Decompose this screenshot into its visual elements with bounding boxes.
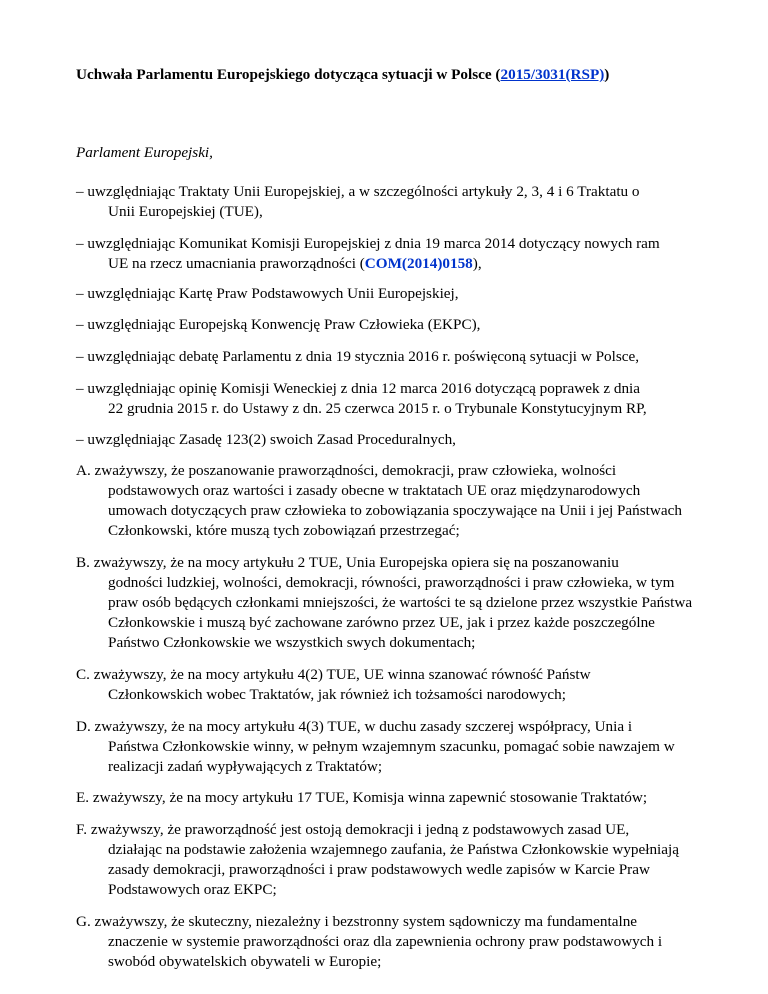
citation-line: – uwzględniając Zasadę 123(2) swoich Zasad Proceduralnych,	[76, 431, 456, 448]
citation-continuation: 22 grudnia 2015 r. do Ustawy z dn. 25 czerwca 2015 r. o Trybunale Konstytucyjnym RP,	[108, 400, 647, 417]
citation-commission-communication	[76, 234, 696, 274]
page-title	[76, 65, 609, 85]
recital-line: A. zważywszy, że poszanowanie praworządności, demokracji, praw człowieka, wolności	[76, 462, 617, 479]
recital-line: F. zważywszy, że praworządność jest ostoją demokracji i jedną z podstawowych zasad UE,	[76, 821, 630, 838]
recital-line: C. zważywszy, że na mocy artykułu 4(2) TUE, UE winna szanować równość Państw	[76, 666, 591, 683]
citation-rule-123	[76, 430, 696, 450]
citation-line: – uwzględniając Komunikat Komisji Europejskiej z dnia 19 marca 2014 dotyczący nowych ram	[76, 235, 660, 252]
title-text: Uchwała Parlamentu Europejskiego dotycząca sytuacji w Polsce (	[76, 66, 501, 83]
recital-continuation: Państwa Członkowskie winny, w pełnym wzajemnym szacunku, pomagać sobie nawzajem w realizacji zadań wypływających z Traktatów;	[108, 738, 675, 775]
citation-continuation	[76, 254, 696, 274]
recital-line: E. zważywszy, że na mocy artykułu 17 TUE, Komisja winna zapewnić stosowanie Traktatów;	[76, 789, 648, 806]
com-reference: COM(2014)0158	[364, 255, 473, 272]
intro-line: Parlament Europejski,	[76, 144, 213, 161]
citation-continuation: Unii Europejskiej (TUE),	[108, 203, 263, 220]
citation-continuation-text: UE na rzecz umacniania praworządności (	[108, 255, 365, 272]
citation-line: – uwzględniając Kartę Praw Podstawowych Unii Europejskiej,	[76, 285, 459, 302]
citation-line: – uwzględniając Europejską Konwencję Praw Człowieka (EKPC),	[76, 316, 481, 333]
citation-line: – uwzględniając debatę Parlamentu z dnia 19 stycznia 2016 r. poświęconą sytuacji w Polsce,	[76, 348, 640, 365]
recital-d	[76, 717, 696, 777]
recital-continuation: podstawowych oraz wartości i zasady obecne w traktatach UE oraz międzynarodowych umowach dotyczących praw człowieka to zobowiązania spoczywające na Unii i jej Państwach Członkowski, które muszą tych zobowiązań przestrzegać;	[108, 482, 682, 539]
recital-g	[76, 912, 696, 972]
procedure-link[interactable]: 2015/3031(RSP)	[500, 66, 605, 83]
recital-f	[76, 820, 696, 900]
recital-continuation: działając na podstawie założenia wzajemnego zaufania, że Państwa Członkowskie wypełniają zasady demokracji, praworządności i praw podstawowych wedle zapisów w Karcie Praw Podstawowych oraz EKPC;	[108, 841, 679, 898]
recital-continuation: znaczenie w systemie praworządności oraz dla zapewnienia ochrony praw podstawowych i swobód obywatelskich obywateli w Europie;	[108, 933, 663, 970]
recital-continuation: Członkowskich wobec Traktatów, jak również ich tożsamości narodowych;	[108, 686, 566, 703]
citation-venice-commission	[76, 379, 696, 419]
citation-line: – uwzględniając Traktaty Unii Europejskiej, a w szczególności artykuły 2, 3, 4 i 6 Traktatu o	[76, 183, 640, 200]
recital-line: G. zważywszy, że skuteczny, niezależny i bezstronny system sądowniczy ma fundamentalne	[76, 913, 638, 930]
recital-line: D. zważywszy, że na mocy artykułu 4(3) TUE, w duchu zasady szczerej współpracy, Unia i	[76, 718, 633, 735]
citation-debate	[76, 347, 696, 367]
citation-treaties	[76, 182, 696, 222]
recital-continuation: godności ludzkiej, wolności, demokracji, równości, praworządności i praw człowieka, w tym praw osób będących członkami mniejszości, że wartości te są dzielone przez wszystkie Państwa Członkowskie i muszą być zachowane zarówno przez UE, jak i przez każde poszczególne Państwo Członkowskie we wszystkich swych dokumentach;	[108, 574, 693, 651]
recital-e	[76, 788, 696, 808]
recital-a	[76, 461, 696, 541]
recital-line: B. zważywszy, że na mocy artykułu 2 TUE, Unia Europejska opiera się na poszanowaniu	[76, 554, 619, 571]
title-closing: )	[604, 66, 610, 83]
citation-ekpc	[76, 315, 696, 335]
recital-b	[76, 553, 696, 653]
citation-charter	[76, 284, 696, 304]
recital-c	[76, 665, 696, 705]
citation-continuation-end: ),	[472, 255, 482, 272]
citation-line: – uwzględniając opinię Komisji Weneckiej z dnia 12 marca 2016 dotyczącą poprawek z dnia	[76, 380, 641, 397]
